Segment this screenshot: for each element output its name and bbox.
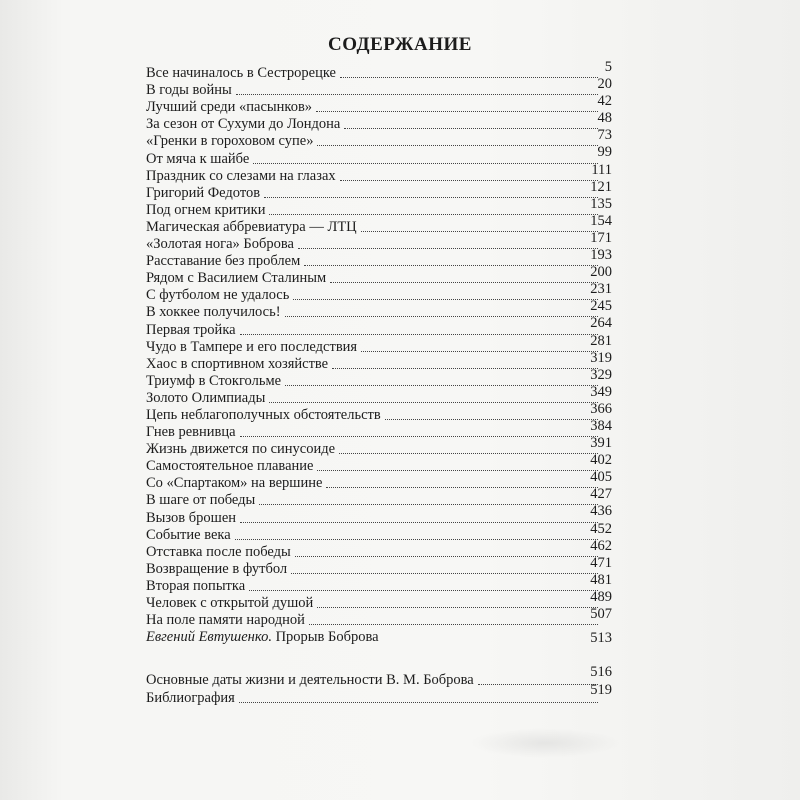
toc-entry-title: Жизнь движется по синусоиде	[146, 441, 336, 458]
toc-entry-title: Все начиналось в Сестрорецке	[146, 65, 336, 82]
toc-entry-page: 48	[597, 110, 612, 127]
toc-entry-title: Библиография	[146, 690, 235, 706]
toc-entry	[146, 588, 612, 611]
dot-leader	[332, 367, 598, 369]
toc-entry-page: 154	[590, 212, 612, 229]
toc-entry	[146, 628, 612, 645]
toc-entry-title: От мяча к шайбе	[146, 150, 250, 167]
dot-leader	[317, 606, 598, 608]
toc-entry	[146, 178, 612, 201]
toc-entry-page: 135	[590, 195, 612, 212]
toc-entry-page: 513	[590, 630, 612, 647]
toc-entry-page: 231	[590, 281, 612, 298]
dot-leader	[317, 144, 598, 146]
appendix-list	[146, 664, 612, 706]
toc-entry-page: 402	[590, 452, 612, 469]
toc-entry-title: Человек с открытой душой	[146, 595, 314, 611]
toc-entry-title: Вторая попытка	[146, 577, 246, 594]
toc-entry-title: «Гренки в гороховом супе»	[146, 133, 314, 150]
toc-entry-page: 42	[597, 93, 612, 110]
toc-entry-title: Праздник со слезами на глазах	[146, 167, 336, 184]
toc-entry-page: 319	[590, 349, 612, 366]
toc-entry	[146, 520, 612, 543]
dot-leader	[361, 230, 598, 232]
dot-leader	[295, 555, 598, 557]
toc-entry	[146, 298, 612, 321]
dot-leader	[339, 452, 598, 454]
toc-entry-page: 427	[590, 486, 612, 503]
toc-entry-page: 452	[590, 520, 612, 537]
dot-leader	[361, 350, 598, 352]
toc-entry	[146, 452, 612, 475]
toc-entry	[146, 366, 612, 389]
dot-leader	[385, 418, 598, 420]
poem-title: Прорыв Боброва	[275, 629, 379, 646]
toc-entry-title: Событие века	[146, 526, 231, 543]
dot-leader	[340, 76, 598, 78]
toc-entry	[146, 315, 612, 338]
toc-entry-title: Триумф в Стокгольме	[146, 372, 282, 389]
toc-entry	[146, 281, 612, 304]
toc-entry-page: 193	[590, 247, 612, 264]
dot-leader	[326, 486, 598, 488]
toc-entry-page: 245	[590, 298, 612, 315]
toc-entry	[146, 93, 612, 116]
dot-leader	[269, 213, 598, 215]
toc-entry-title: Лучший среди «пасынков»	[146, 99, 313, 116]
toc-entry-page: 471	[590, 554, 612, 571]
toc-entry-page: 405	[590, 469, 612, 486]
dot-leader	[309, 623, 598, 625]
print-smudge	[470, 728, 620, 758]
toc-entry	[146, 349, 612, 372]
toc-entry	[146, 682, 612, 706]
dot-leader	[298, 247, 598, 249]
toc-entry	[146, 247, 612, 270]
dot-leader	[330, 281, 598, 283]
toc-entry-title: Вызов брошен	[146, 509, 237, 526]
toc-entry-title: Гнев ревнивца	[146, 424, 236, 441]
dot-leader	[259, 503, 598, 505]
toc-entry-page: 436	[590, 503, 612, 520]
toc-entry-page: 99	[597, 144, 612, 161]
toc-entry	[146, 383, 612, 406]
dot-leader	[285, 315, 598, 317]
toc-entry-title: Магическая аббревиатура — ЛТЦ	[146, 218, 357, 235]
toc-entry-title: Самостоятельное плавание	[146, 458, 314, 475]
toc-entry	[146, 606, 612, 629]
toc-entry-page: 516	[590, 664, 612, 680]
toc-entry-title: За сезон от Сухуми до Лондона	[146, 116, 341, 133]
toc-entry-title: В годы войны	[146, 82, 232, 99]
toc-entry-title: Возвращение в футбол	[146, 560, 288, 577]
toc-entry-title: Хаос в спортивном хозяйстве	[146, 355, 329, 372]
toc-entry	[146, 110, 612, 133]
toc-entry-title: Рядом с Василием Сталиным	[146, 270, 327, 287]
dot-leader	[291, 572, 598, 574]
toc-entry-page: 349	[590, 383, 612, 400]
toc-entry	[146, 435, 612, 458]
dot-leader	[293, 298, 598, 300]
toc-entry-title: Цепь неблагополучных обстоятельств	[146, 406, 381, 423]
toc-entry-page: 111	[591, 161, 612, 178]
toc-entry	[146, 76, 612, 99]
toc-entry-title: Чудо в Тампере и его последствия	[146, 338, 358, 355]
dot-leader	[269, 401, 598, 403]
toc-entry-page: 281	[590, 332, 612, 349]
dot-leader	[317, 469, 598, 471]
toc-entry	[146, 59, 612, 82]
dot-leader	[235, 538, 598, 540]
toc-entry	[146, 486, 612, 509]
toc-entry	[146, 537, 612, 560]
toc-entry-page: 391	[590, 435, 612, 452]
dot-leader	[316, 110, 598, 112]
toc-entry-page: 489	[590, 588, 612, 605]
toc-entry-title: Под огнем критики	[146, 201, 266, 218]
toc-entry-title: Отставка после победы	[146, 543, 291, 560]
toc-entry	[146, 264, 612, 287]
toc-entry	[146, 144, 612, 167]
toc-entry	[146, 332, 612, 355]
toc-entry-title: На поле памяти народной	[146, 612, 305, 629]
toc-entry-page: 171	[590, 229, 612, 246]
dot-leader	[344, 127, 598, 129]
toc-entry	[146, 469, 612, 492]
toc-entry-page: 200	[590, 264, 612, 281]
dot-leader	[236, 93, 598, 95]
dot-leader	[285, 384, 598, 386]
toc-entry-page: 481	[590, 571, 612, 588]
toc-entry-page: 264	[590, 315, 612, 332]
dot-leader	[239, 701, 598, 703]
toc-entry-title: В хоккее получилось!	[146, 304, 281, 321]
toc-entry-title: Со «Спартаком» на вершине	[146, 475, 323, 492]
toc-entry	[146, 571, 612, 594]
toc-entry	[146, 417, 612, 441]
dot-leader	[264, 196, 598, 198]
dot-leader	[240, 333, 598, 335]
toc-entry-page: 519	[590, 682, 612, 698]
dot-leader	[340, 179, 598, 181]
toc-entry-title: С футболом не удалось	[146, 287, 290, 304]
toc-entry-page: 20	[597, 76, 612, 93]
table-of-contents	[146, 59, 612, 647]
toc-entry	[146, 127, 612, 150]
toc-entry-page: 366	[590, 400, 612, 417]
toc-entry	[146, 400, 612, 423]
toc-entry	[146, 161, 612, 184]
toc-entry-page: 5	[604, 59, 612, 75]
toc-entry	[146, 664, 612, 688]
toc-entry-title: Золото Олимпиады	[146, 389, 266, 406]
toc-entry-title: Первая тройка	[146, 321, 236, 338]
dot-leader	[253, 162, 598, 164]
toc-entry	[146, 229, 612, 253]
toc-entry-page: 462	[590, 537, 612, 554]
toc-entry-page: 73	[597, 127, 612, 144]
toc-entry-page: 329	[590, 366, 612, 383]
toc-entry-title: «Золотая нога» Боброва	[146, 236, 294, 253]
toc-entry-title: В шаге от победы	[146, 492, 256, 509]
toc-entry-title	[146, 629, 383, 645]
toc-entry	[146, 503, 612, 526]
toc-entry-page: 507	[590, 606, 612, 622]
poem-author: Евгений Евтушенко.	[146, 629, 272, 646]
toc-entry-title: Григорий Федотов	[146, 184, 261, 201]
dot-leader	[240, 435, 598, 437]
toc-entry	[146, 554, 612, 577]
toc-entry-page: 121	[590, 178, 612, 195]
toc-entry-title: Основные даты жизни и деятельности В. М. Боброва	[146, 672, 474, 688]
toc-entry-page: 384	[590, 417, 612, 434]
toc-entry	[146, 212, 612, 235]
dot-leader	[240, 521, 598, 523]
dot-leader	[304, 264, 598, 266]
toc-entry	[146, 195, 612, 218]
page-title: СОДЕРЖАНИЕ	[328, 34, 472, 55]
toc-entry-title: Расставание без проблем	[146, 253, 301, 270]
dot-leader	[249, 589, 598, 591]
